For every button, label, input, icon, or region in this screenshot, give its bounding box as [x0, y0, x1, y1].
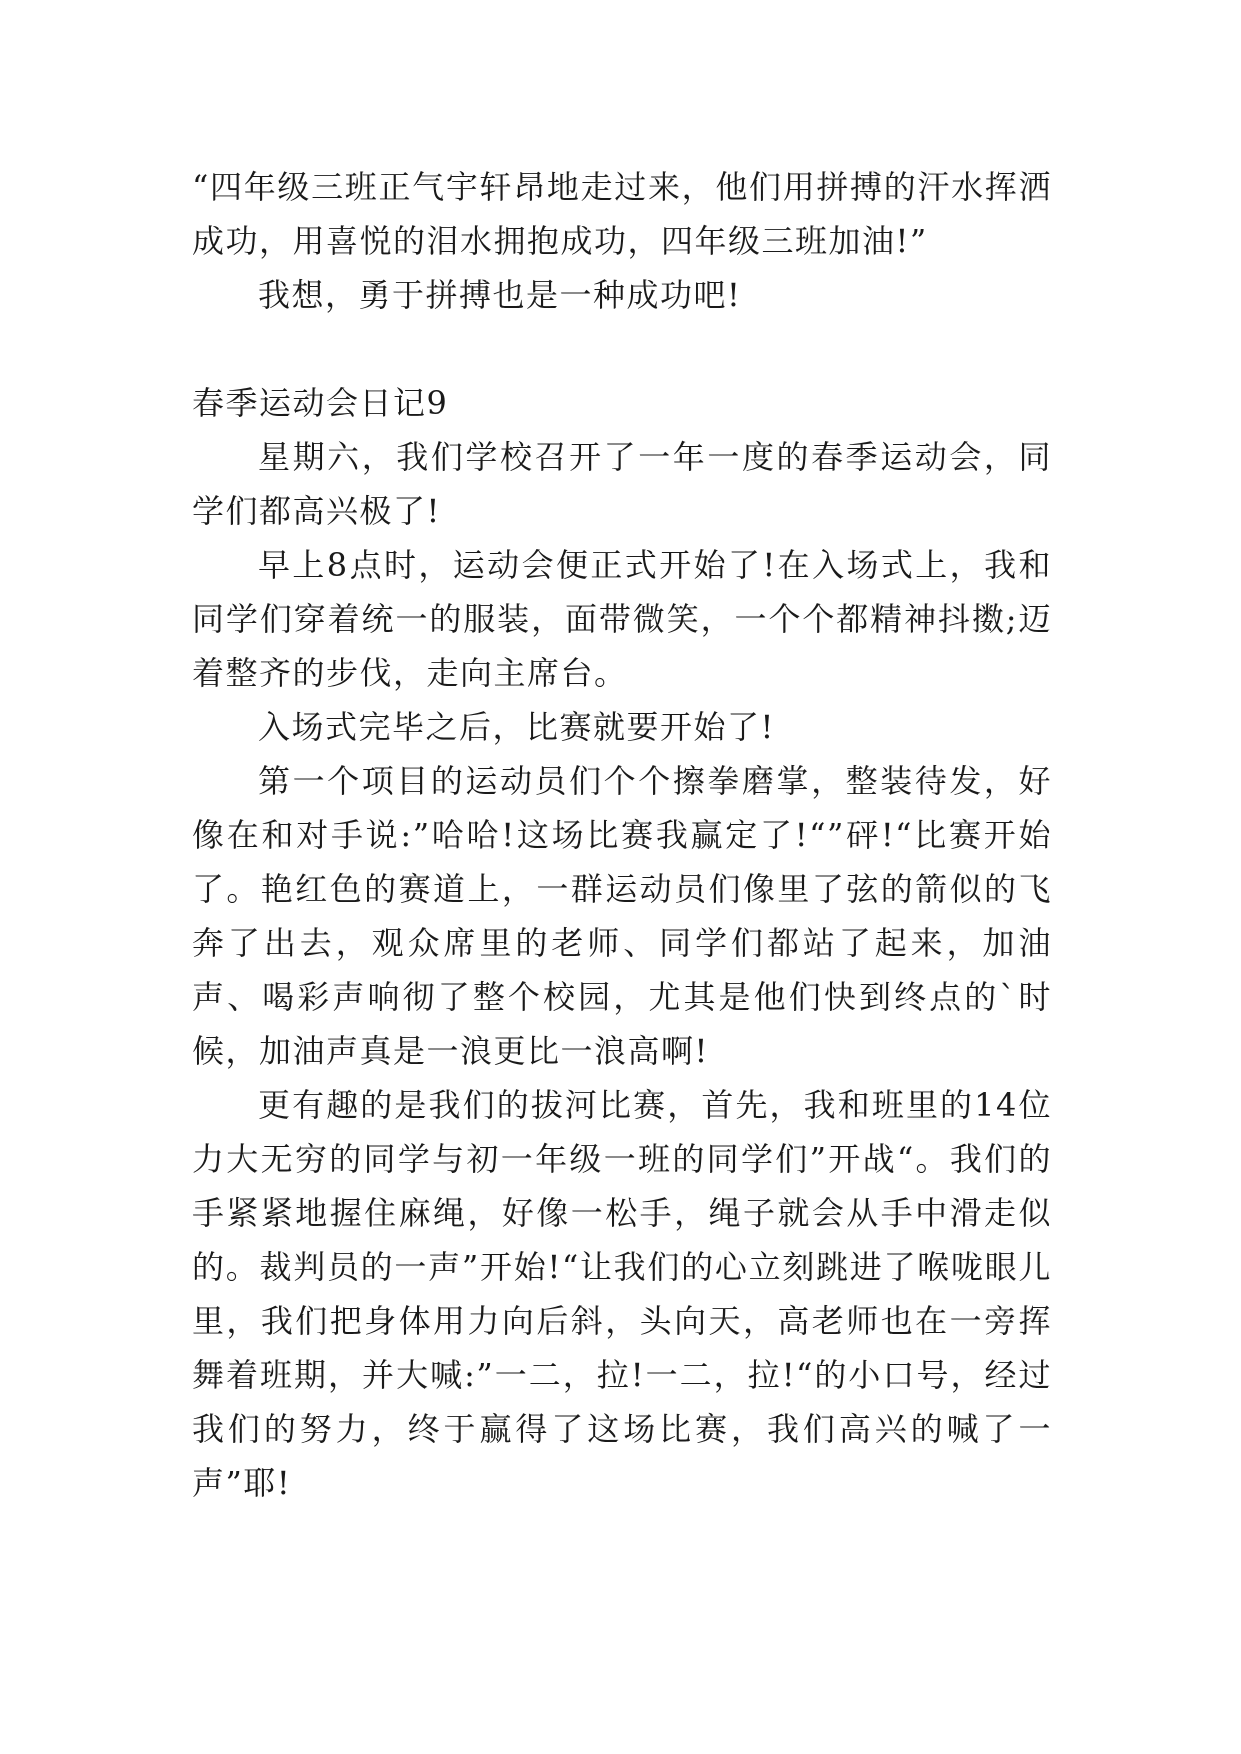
paragraph-race: 第一个项目的运动员们个个擦拳磨掌，整装待发，好像在和对手说:”哈哈!这场比赛我赢定了!“”砰!“比赛开始了。艳红色的赛道上，一群运动员们像里了弦的箭似的飞奔了出去，观众席里的老师、同学们都站了起来，加油声、喝彩声响彻了整个校园，尤其是他们快到终点的`时候，加油声真是一浪更比一浪高啊! — [192, 762, 1052, 1070]
paragraph-cheer: “四年级三班正气宇轩昂地走过来，他们用拼搏的汗水挥洒成功，用喜悦的泪水拥抱成功，四年级三班加油!” — [192, 168, 1052, 260]
paragraph-tug-of-war: 更有趣的是我们的拔河比赛，首先，我和班里的14位力大无穷的同学与初一年级一班的同学们”开战“。我们的手紧紧地握住麻绳，好像一松手，绳子就会从手中滑走似的。裁判员的一声”开始!“让我们的心立刻跳进了喉咙眼儿里，我们把身体用力向后斜，头向天，高老师也在一旁挥舞着班期，并大喊:”一二，拉!一二，拉!“的小口号，经过我们的努力，终于赢得了这场比赛，我们高兴的喊了一声”耶! — [192, 1086, 1052, 1502]
paragraph-conclusion: 我想，勇于拼搏也是一种成功吧! — [258, 276, 742, 314]
document-body — [192, 160, 1052, 1510]
paragraph-intro: 星期六，我们学校召开了一年一度的春季运动会，同学们都高兴极了! — [192, 438, 1052, 530]
paragraph-start: 入场式完毕之后，比赛就要开始了! — [258, 708, 775, 746]
section-title: 春季运动会日记9 — [192, 384, 449, 422]
paragraph-opening: 早上8点时，运动会便正式开始了!在入场式上，我和同学们穿着统一的服装，面带微笑，一个个都精神抖擞;迈着整齐的步伐，走向主席台。 — [192, 546, 1052, 692]
